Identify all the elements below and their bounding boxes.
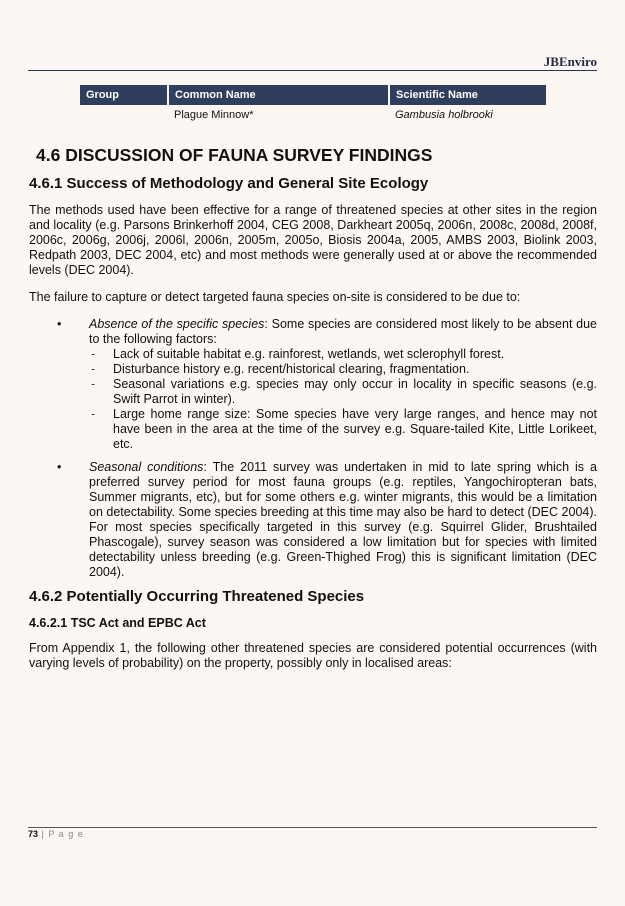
- cell-common-name: Plague Minnow*: [174, 109, 254, 121]
- factor-text: Large home range size: Some species have very large ranges, and hence may not have been in the area at the time of the survey e.g. Square-tailed Kite, Little Lorikeet, etc.: [113, 407, 597, 451]
- header-brand: JBEnviro: [543, 54, 597, 69]
- col-header-group: Group: [80, 85, 168, 105]
- col-header-common-name: Common Name: [168, 85, 389, 105]
- cell-scientific-name: Gambusia holbrooki: [395, 109, 493, 121]
- list-item: [89, 407, 597, 452]
- paragraph-failure-intro: The failure to capture or detect targeted fauna species on-site is considered to be due to:: [29, 290, 521, 304]
- list-item: [89, 377, 597, 407]
- bullet-lead-seasonal: Seasonal conditions: [89, 460, 204, 474]
- list-item: [29, 460, 597, 580]
- bullet-icon: •: [57, 460, 62, 474]
- col-header-scientific-name: Scientific Name: [389, 85, 546, 105]
- subsubsection-heading-4621: 4.6.2.1 TSC Act and EPBC Act: [29, 616, 206, 630]
- cell-group: [80, 105, 168, 125]
- subsection-heading-461: 4.6.1 Success of Methodology and General Site Ecology: [29, 175, 429, 192]
- subsection-heading-462: 4.6.2 Potentially Occurring Threatened Species: [29, 588, 365, 605]
- bullet-text-seasonal: : The 2011 survey was undertaken in mid to late spring which is a preferred survey period for most fauna groups (e.g. reptiles, Yangochiropteran bats, Summer migrants, etc), but for some others e.g. winter migrants, this would be a limitation on detectability. Some species breeding at this time may also be hard to detect (DEC 2004). For most species specifically targeted in this survey (e.g. Squirrel Glider, Brushtailed Phascogale), survey season was considered a low limitation but for species with limited detectability unless breeding (e.g. Green-Thighed Frog) this is significant limitation (DEC 2004).: [89, 460, 597, 579]
- table-row: [80, 105, 546, 125]
- dash-icon: -: [91, 362, 96, 376]
- factors-list: [89, 347, 597, 452]
- bullet-icon: •: [57, 317, 62, 331]
- list-item: [89, 347, 597, 362]
- page-label: | P a g e: [38, 829, 84, 839]
- page-number: 73: [28, 829, 39, 839]
- table-header-row: [80, 85, 546, 105]
- bullet-lead-absence: Absence of the specific species: [89, 317, 265, 331]
- list-item: [89, 362, 597, 377]
- page-footer: [28, 829, 84, 839]
- factor-text: Lack of suitable habitat e.g. rainforest, wetlands, wet sclerophyll forest.: [113, 347, 505, 361]
- reasons-list: [29, 317, 597, 580]
- paragraph-methods: The methods used have been effective for a range of threatened species at other sites in the region and locality (e.g. Parsons Brinkerhoff 2004, CEG 2008, Darkheart 2005q, 2006n, 2008c, 2008d, 2008f, 2006c, 2006g, 2006j, 2006l, 2006n, 2005m, 2005o, Biosis 2004a, 2005, AMBS 2003, Biolink 2003, Redpath 2003, DEC 2004, etc) and most methods were generally used at or above the recommended levels (DEC 2004).: [29, 203, 597, 277]
- factor-text: Seasonal variations e.g. species may only occur in locality in specific seasons (e.g. Swift Parrot in winter).: [113, 377, 597, 406]
- section-heading: 4.6 DISCUSSION OF FAUNA SURVEY FINDINGS: [36, 145, 433, 165]
- factor-text: Disturbance history e.g. recent/historical clearing, fragmentation.: [113, 362, 470, 376]
- dash-icon: -: [91, 377, 96, 391]
- paragraph-appendix: From Appendix 1, the following other threatened species are considered potential occurrences (with varying levels of probability) on the property, possibly only in localised areas:: [29, 641, 597, 670]
- dash-icon: -: [91, 407, 96, 421]
- dash-icon: -: [91, 347, 96, 361]
- bullet-text-absence: : Some species are considered most likely to be absent due to the following factors:: [89, 317, 597, 346]
- document-body: [29, 145, 597, 683]
- header-divider: [28, 70, 597, 71]
- list-item: [29, 317, 597, 452]
- footer-divider: [28, 827, 597, 828]
- fauna-table: [80, 85, 546, 125]
